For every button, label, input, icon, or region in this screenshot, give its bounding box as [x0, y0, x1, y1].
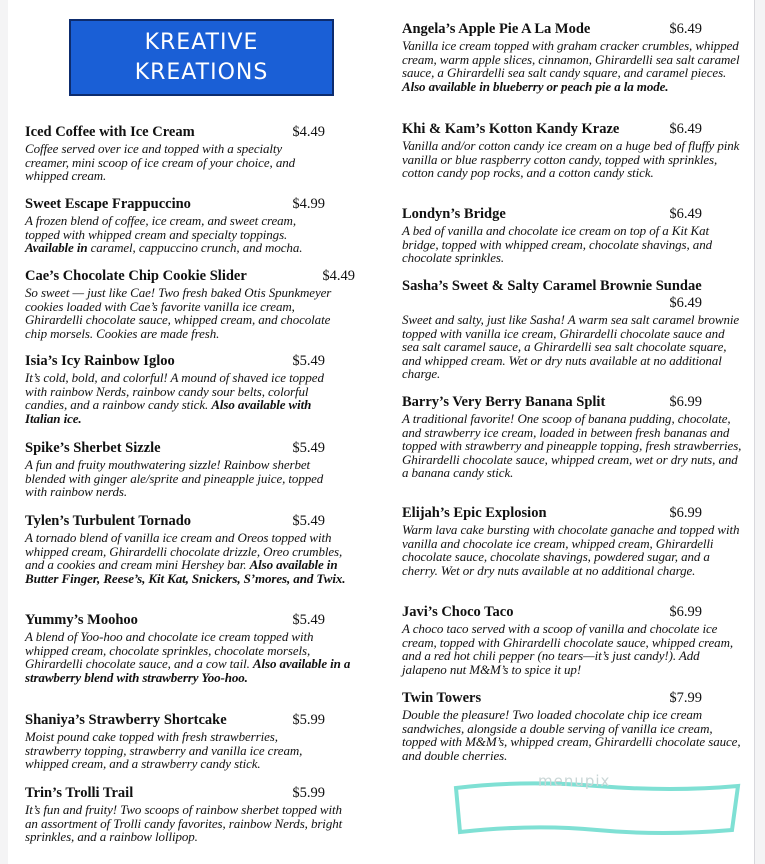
section-banner — [69, 19, 334, 96]
item-description: A frozen blend of coffee, ice cream, and sweet cream, topped with whipped cream and specialty toppings. Available in caramel, cappuccino crunch, and mocha. — [25, 213, 303, 255]
item-price: $6.49 — [669, 206, 702, 222]
item-description: Coffee served over ice and topped with a specialty creamer, mini scoop of ice cream of your choice, and whipped cream. — [25, 141, 296, 183]
item-description: Vanilla ice cream topped with graham cracker crumbles, whipped cream, warm apple slices, cinnamon, Ghirardelli sea salt caramel sauce, a Ghirardelli sea salt candy square, and caramel pieces. Also available in blueberry or peach pie a la mode. — [402, 38, 740, 94]
item-name: Javi’s Choco Taco — [402, 604, 514, 620]
item-price: $4.99 — [292, 196, 325, 212]
item-description: A traditional favorite! One scoop of banana pudding, chocolate, and strawberry ice cream, loaded in between fresh bananas and topped with strawberry and pineapple topping, fresh strawberries, Ghirardelli chocolate sauce, whipped cream, wet or dry nuts, and a banana candy stick. — [402, 411, 742, 480]
item-price: $5.49 — [292, 513, 325, 529]
item-name: Isia’s Icy Rainbow Igloo — [25, 353, 175, 369]
item-description: So sweet — just like Cae! Two fresh baked Otis Spunkmeyer cookies loaded with Cae’s favorite vanilla ice cream, Ghirardelli chocolate sauce, whipped cream, and chocolate chip morsels. Cookies are made fresh. — [25, 285, 332, 341]
banner-line-1: KREATIVE — [144, 29, 259, 55]
menu-item — [25, 712, 325, 771]
menu-item — [402, 206, 742, 265]
menu-item — [25, 268, 355, 340]
item-description: Moist pound cake topped with fresh strawberries, strawberry topping, strawberry and vanilla ice cream, whipped cream, and a strawberry candy stick. — [25, 729, 303, 771]
menu-item — [402, 394, 742, 480]
menu-item — [402, 278, 742, 381]
item-description: A choco taco served with a scoop of vanilla and chocolate ice cream, topped with Ghirardelli chocolate sauce, whipped cream, and a red hot chili pepper (no tears—it’s just candy!). Add jalapeno nut M&M’s to spice it up! — [402, 621, 734, 677]
item-price: $5.99 — [292, 785, 325, 801]
menu-item — [402, 690, 742, 762]
item-price: $6.99 — [669, 505, 702, 521]
item-description: A blend of Yoo-hoo and chocolate ice cream topped with whipped cream, chocolate sprinkles, chocolate morsels, Ghirardelli chocolate sauce, and a cow tail. Also available in a strawberry blend with strawberry Yoo-hoo. — [25, 629, 351, 685]
item-price: $6.49 — [669, 295, 702, 311]
item-description: A fun and fruity mouthwatering sizzle! Rainbow sherbet blended with ginger ale/sprite and pineapple juice, topped with rainbow nerds. — [25, 457, 324, 499]
item-name: Tylen’s Turbulent Tornado — [25, 513, 192, 529]
item-name: Londyn’s Bridge — [402, 206, 506, 222]
menu-item — [25, 440, 325, 499]
item-name: Yummy’s Moohoo — [25, 612, 138, 628]
watermark-text: menupix — [538, 772, 611, 790]
item-description: Vanilla and/or cotton candy ice cream on a huge bed of fluffy pink vanilla or blue raspberry cotton candy, topped with sprinkles, cotton candy pop rocks, and a cotton candy stick. — [402, 138, 740, 180]
item-price: $6.99 — [669, 394, 702, 410]
menu-item — [402, 505, 742, 577]
item-price: $4.49 — [292, 124, 325, 140]
item-name: Spike’s Sherbet Sizzle — [25, 440, 161, 456]
menu-item — [25, 612, 355, 684]
item-name: Sasha’s Sweet & Salty Caramel Brownie Sundae — [402, 278, 702, 294]
item-name: Angela’s Apple Pie A La Mode — [402, 21, 591, 37]
item-name: Twin Towers — [402, 690, 482, 706]
menu-item — [402, 604, 742, 676]
item-description: A bed of vanilla and chocolate ice cream on top of a Kit Kat bridge, topped with whipped cream, chocolate shavings, and chocolate sprinkles. — [402, 223, 713, 265]
item-price: $6.99 — [669, 604, 702, 620]
item-name: Barry’s Very Berry Banana Split — [402, 394, 606, 410]
item-name: Trin’s Trolli Trail — [25, 785, 134, 801]
menu-item — [402, 21, 742, 93]
item-name: Shaniya’s Strawberry Shortcake — [25, 712, 227, 728]
menu-item — [25, 513, 355, 585]
menu-page — [8, 0, 755, 864]
item-price: $7.99 — [669, 690, 702, 706]
item-description: It’s cold, bold, and colorful! A mound of shaved ice topped with rainbow Nerds, rainbow candy sour belts, colorful candies, and a rainbow candy stick. Also available with Italian ice. — [25, 370, 324, 426]
item-price: $6.49 — [669, 21, 702, 37]
item-description: A tornado blend of vanilla ice cream and Oreos topped with whipped cream, Ghirardelli chocolate drizzle, Oreo crumbles, and a cookies and cream mini Hershey bar. Also available in Butter Finger, Reese’s, Kit Kat, Snickers, S’mores, and Twix. — [25, 530, 346, 586]
item-name: Cae’s Chocolate Chip Cookie Slider — [25, 268, 247, 284]
item-price: $5.49 — [292, 353, 325, 369]
item-description: Double the pleasure! Two loaded chocolate chip ice cream sandwiches, alongside a double serving of vanilla ice cream, topped with M&M’s, whipped cream, Ghirardelli chocolate sauce, and double cherries. — [402, 707, 741, 763]
banner-line-2: KREATIONS — [134, 59, 269, 85]
item-price: $5.49 — [292, 440, 325, 456]
menu-item — [25, 353, 325, 425]
item-name: Sweet Escape Frappuccino — [25, 196, 191, 212]
item-description: Sweet and salty, just like Sasha! A warm sea salt caramel brownie topped with vanilla ice cream, Ghirardelli chocolate sauce and sea salt caramel sauce, a Ghirardelli sea salt chocolate square, and whipped cream. Wet or dry nuts available at no additional charge. — [402, 312, 740, 381]
menu-item — [402, 121, 742, 180]
item-price: $5.49 — [292, 612, 325, 628]
menu-item — [25, 124, 325, 183]
menu-item — [25, 785, 355, 844]
item-price: $4.49 — [322, 268, 355, 284]
ribbon-outline — [456, 783, 738, 833]
item-name: Iced Coffee with Ice Cream — [25, 124, 195, 140]
item-description: Warm lava cake bursting with chocolate ganache and topped with vanilla and chocolate ice cream, whipped cream, Ghirardelli chocolate sauce, chocolate shavings, powdered sugar, and a cherry. Wet or dry nuts available at no additional charge. — [402, 522, 740, 578]
item-price: $6.49 — [669, 121, 702, 137]
item-name: Elijah’s Epic Explosion — [402, 505, 547, 521]
item-price: $5.99 — [292, 712, 325, 728]
menu-item — [25, 196, 325, 255]
item-name: Khi & Kam’s Kotton Kandy Kraze — [402, 121, 620, 137]
item-description: It’s fun and fruity! Two scoops of rainbow sherbet topped with an assortment of Trolli candy favorites, rainbow Nerds, bright sprinkles, and a rainbow lollipop. — [25, 802, 343, 844]
